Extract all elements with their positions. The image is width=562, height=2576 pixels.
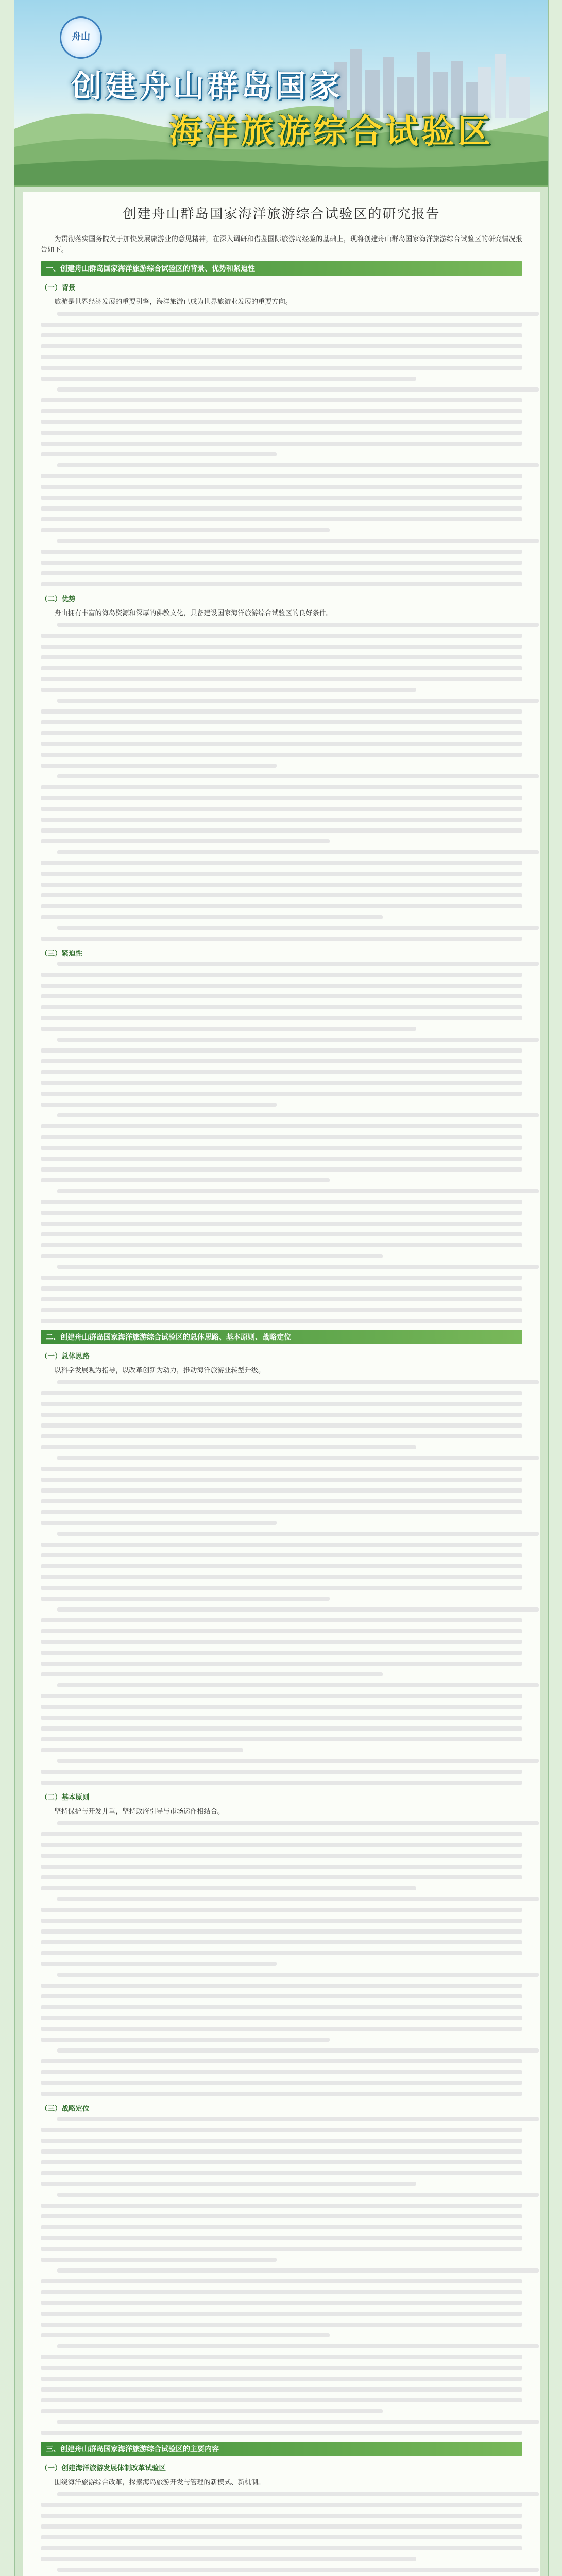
text-line (41, 1662, 522, 1666)
text-line (41, 1222, 522, 1226)
text-line (41, 1092, 522, 1096)
text-line (41, 1211, 522, 1215)
text-line (41, 984, 522, 988)
text-line (41, 2247, 522, 2251)
text-line (41, 1478, 522, 1482)
text-line (41, 1319, 522, 1323)
text-line (57, 1897, 539, 1901)
text-line (41, 818, 522, 822)
emblem-text: 舟山 (72, 31, 90, 42)
text-line (41, 1308, 522, 1312)
text-line (41, 1875, 522, 1879)
text-line (41, 1103, 277, 1107)
text-line (41, 1564, 522, 1568)
text-line (41, 1135, 522, 1139)
text-line (57, 2492, 539, 2496)
text-line (41, 1748, 243, 1752)
text-line (41, 2236, 522, 2240)
text-block (41, 623, 522, 941)
text-line (41, 2312, 522, 2316)
text-line (57, 2420, 539, 2424)
text-line (41, 2431, 522, 2435)
text-block (41, 312, 522, 586)
text-block (41, 2117, 522, 2435)
text-line (57, 1532, 539, 1536)
text-line (57, 1821, 539, 1825)
text-line (57, 1456, 539, 1460)
text-line (41, 366, 522, 370)
text-line (41, 2377, 522, 2381)
text-line (41, 1543, 522, 1547)
text-line (41, 1070, 522, 1074)
text-line (41, 2016, 522, 2020)
section-2 (41, 1330, 522, 2435)
text-line (41, 796, 522, 800)
text-line (41, 2279, 522, 2283)
text-line (41, 355, 522, 359)
text-line (41, 807, 522, 811)
text-line (41, 1081, 522, 1085)
text-line (57, 2268, 539, 2273)
text-line (41, 2149, 522, 2154)
text-line (41, 742, 522, 746)
section-1 (41, 261, 522, 1323)
text-line (57, 2193, 539, 2197)
text-line (41, 2225, 522, 2229)
text-line (41, 474, 522, 478)
paragraph: 坚持保护与开发并重，坚持政府引导与市场运作相结合。 (54, 1807, 225, 1815)
text-line (41, 1951, 522, 1955)
text-line (41, 1200, 522, 1204)
text-line (41, 634, 522, 638)
text-line (41, 1510, 522, 1514)
text-line (57, 312, 539, 316)
text-line (41, 528, 330, 532)
text-line (41, 709, 522, 714)
text-line (41, 485, 522, 489)
text-line (41, 2214, 522, 2218)
text-line (41, 1488, 522, 1493)
document-paper (23, 192, 540, 2576)
text-line (41, 1994, 522, 1998)
text-line (57, 1189, 539, 1193)
text-line (41, 904, 522, 908)
text-line (41, 1984, 522, 1988)
text-line (41, 1781, 522, 1785)
paragraph: 以科学发展观为指导，以改革创新为动力，推动海洋旅游业转型升级。 (54, 1366, 265, 1374)
text-line (41, 666, 522, 670)
text-line (41, 2355, 522, 2359)
text-line (41, 323, 522, 327)
text-line (57, 850, 539, 854)
text-line (57, 1113, 539, 1117)
section-3 (41, 2442, 522, 2576)
text-line (57, 387, 539, 392)
banner-title-line2: 海洋旅游综合试验区 (169, 113, 493, 150)
text-line (41, 1737, 522, 1741)
text-line (41, 517, 522, 521)
text-line (57, 2344, 539, 2348)
text-line (41, 561, 522, 565)
text-line (41, 1575, 522, 1579)
text-line (57, 539, 539, 543)
text-line (41, 431, 522, 435)
text-line (41, 1618, 522, 1622)
text-line (41, 1146, 522, 1150)
text-line (41, 2387, 522, 2392)
text-line (57, 1607, 539, 1612)
text-line (41, 2514, 522, 2518)
section-heading: 二、创建舟山群岛国家海洋旅游综合试验区的总体思路、基本原则、战略定位 (41, 1330, 522, 1344)
sub-heading: （三）战略定位 (41, 2105, 90, 2112)
text-line (41, 1297, 522, 1301)
text-line (41, 344, 522, 348)
text-line (41, 677, 522, 681)
text-line (41, 2005, 522, 2009)
text-line (41, 1413, 522, 1417)
text-line (41, 1865, 522, 1869)
text-line (57, 1973, 539, 1977)
text-line (41, 1445, 416, 1449)
text-line (41, 409, 522, 413)
text-line (41, 1770, 522, 1774)
text-line (41, 1178, 330, 1182)
text-line (41, 994, 522, 998)
document-body (41, 233, 522, 2576)
text-line (41, 1059, 522, 1063)
text-line (41, 2128, 522, 2132)
text-line (57, 2568, 539, 2572)
text-line (57, 1265, 539, 1269)
text-line (41, 883, 522, 887)
text-line (41, 2557, 416, 2561)
text-line (41, 1553, 522, 1557)
paragraph: 舟山拥有丰富的海岛资源和深厚的佛教文化，具备建设国家海洋旅游综合试验区的良好条件。 (54, 609, 333, 617)
text-line (41, 861, 522, 865)
text-line (41, 2160, 522, 2164)
text-line (41, 2409, 383, 2413)
text-line (41, 452, 277, 456)
text-line (41, 1391, 522, 1395)
text-line (57, 1759, 539, 1763)
intro-paragraph: 为贯彻落实国务院关于加快发展旅游业的意见精神，在深入调研和借鉴国际旅游岛经验的基础上，现将创建舟山群岛国家海洋旅游综合试验区的研究情况报告如下。 (41, 235, 522, 253)
text-line (41, 1048, 522, 1053)
text-line (41, 731, 522, 735)
text-line (41, 2503, 522, 2507)
text-line (41, 1929, 522, 1934)
text-line (57, 962, 539, 966)
text-line (41, 655, 522, 659)
text-line (41, 333, 522, 337)
text-line (41, 688, 416, 692)
text-line (41, 1586, 522, 1590)
text-line (41, 1499, 522, 1503)
text-line (57, 623, 539, 627)
text-line (57, 1038, 539, 1042)
text-line (41, 1157, 522, 1161)
sub-heading: （一）背景 (41, 284, 76, 292)
text-block (41, 2492, 522, 2576)
text-line (41, 2258, 277, 2262)
text-line (57, 2048, 539, 2053)
text-block (41, 1380, 522, 1785)
text-line (41, 2333, 330, 2337)
text-line (57, 2117, 539, 2121)
text-line (41, 2081, 522, 2085)
text-line (41, 2546, 522, 2550)
text-line (41, 1254, 383, 1258)
section-heading: 三、创建舟山群岛国家海洋旅游综合试验区的主要内容 (41, 2442, 522, 2456)
text-line (41, 1908, 522, 1912)
city-emblem (60, 16, 102, 59)
text-line (41, 1940, 522, 1944)
text-line (57, 463, 539, 467)
text-line (41, 2366, 522, 2370)
text-line (41, 2524, 522, 2529)
text-block (41, 962, 522, 1323)
text-line (41, 1640, 522, 1644)
text-line (41, 785, 522, 789)
sub-heading: （一）创建海洋旅游发展体制改革试验区 (41, 2464, 166, 2472)
text-line (41, 2301, 522, 2305)
text-line (41, 1232, 522, 1236)
text-line (41, 720, 522, 724)
text-block (41, 1821, 522, 2096)
text-line (41, 506, 522, 511)
text-line (41, 1651, 522, 1655)
text-line (41, 1962, 277, 1966)
text-line (41, 1402, 522, 1406)
text-line (41, 1843, 522, 1847)
text-line (41, 2182, 416, 2186)
text-line (41, 1243, 522, 1247)
text-line (41, 915, 383, 919)
text-line (57, 1683, 539, 1687)
text-line (41, 1124, 522, 1128)
text-line (41, 1467, 522, 1471)
text-line (41, 1629, 522, 1633)
text-line (41, 1672, 383, 1676)
text-line (41, 496, 522, 500)
text-line (41, 2290, 522, 2294)
text-line (41, 1434, 522, 1438)
text-line (41, 2204, 522, 2208)
text-line (41, 1167, 522, 1172)
sub-heading: （二）基本原则 (41, 1793, 90, 1801)
text-line (41, 753, 522, 757)
text-line (41, 645, 522, 649)
text-line (41, 1716, 522, 1720)
text-line (41, 2038, 330, 2042)
text-line (41, 398, 522, 402)
text-line (41, 872, 522, 876)
text-line (41, 764, 277, 768)
text-line (41, 2027, 522, 2031)
text-line (41, 828, 522, 833)
text-line (41, 839, 330, 843)
text-line (41, 1694, 522, 1698)
text-line (41, 2070, 522, 2074)
text-line (41, 1705, 522, 1709)
text-line (41, 2092, 522, 2096)
text-line (57, 926, 539, 930)
text-line (41, 1919, 522, 1923)
text-line (41, 973, 522, 977)
text-line (41, 1854, 522, 1858)
sub-heading: （三）紧迫性 (41, 950, 82, 957)
text-line (41, 2398, 522, 2402)
text-line (41, 893, 522, 897)
text-line (57, 1380, 539, 1384)
sub-heading: （一）总体思路 (41, 1352, 90, 1360)
sub-heading: （二）优势 (41, 595, 76, 603)
text-line (41, 937, 522, 941)
banner-title-line1: 创建舟山群岛国家 (71, 70, 343, 104)
text-line (41, 2171, 522, 2175)
text-line (41, 1886, 416, 1890)
paragraph: 围绕海洋旅游综合改革，探索海岛旅游开发与管理的新模式、新机制。 (54, 2478, 265, 2486)
text-line (57, 699, 539, 703)
text-line (41, 1016, 522, 1020)
text-line (41, 1832, 522, 1836)
text-line (41, 2139, 522, 2143)
text-line (41, 1005, 522, 1009)
document-title: 创建舟山群岛国家海洋旅游综合试验区的研究报告 (123, 206, 440, 222)
text-line (41, 420, 522, 424)
text-line (41, 582, 522, 586)
text-line (41, 2535, 522, 2539)
text-line (41, 2059, 522, 2063)
text-line (41, 550, 522, 554)
text-line (41, 1027, 416, 1031)
text-line (41, 1276, 522, 1280)
text-line (41, 442, 522, 446)
text-line (41, 377, 416, 381)
text-line (41, 1286, 522, 1291)
section-heading: 一、创建舟山群岛国家海洋旅游综合试验区的背景、优势和紧迫性 (41, 261, 522, 276)
text-line (41, 2323, 522, 2327)
header-banner (14, 0, 548, 187)
text-line (57, 774, 539, 778)
text-line (41, 1726, 522, 1731)
text-line (41, 1597, 330, 1601)
text-line (41, 1521, 277, 1525)
text-line (41, 1423, 522, 1428)
paragraph: 旅游是世界经济发展的重要引擎，海洋旅游已成为世界旅游业发展的重要方向。 (54, 298, 292, 306)
text-line (41, 571, 522, 575)
